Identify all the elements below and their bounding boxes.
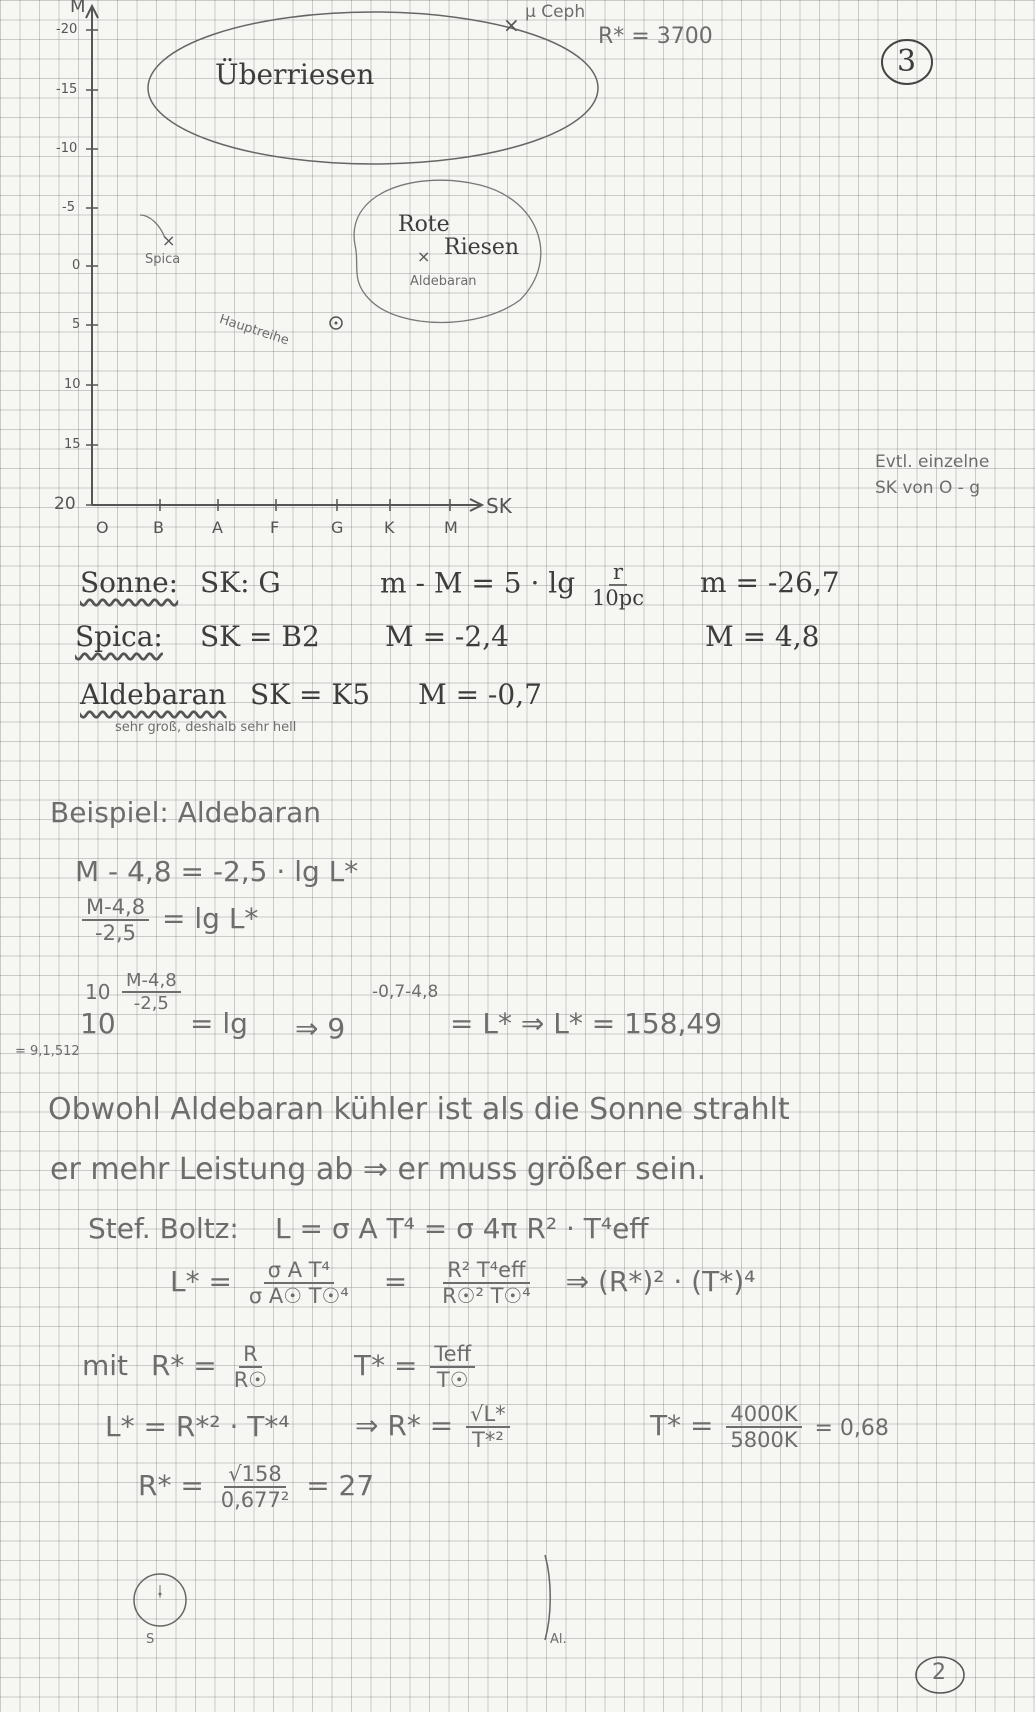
- stefan-label: Stef. Boltz:: [88, 1212, 239, 1245]
- eq3-result: = L* ⇒ L* = 158,49: [450, 1007, 723, 1040]
- tstar-def-frac: [430, 1342, 475, 1392]
- eq3-exp2: -0,7-4,8: [372, 982, 439, 1002]
- lstar-frac2-den: R☉² T☉⁴: [442, 1284, 531, 1308]
- sonne-sk: SK: G: [200, 566, 281, 599]
- rstar-val-res: = 27: [306, 1469, 375, 1502]
- spica-sk: SK = B2: [200, 620, 320, 653]
- distance-frac-den: 10pc: [592, 586, 644, 610]
- distance-fraction: [588, 560, 648, 610]
- page-number-bottom: 2: [932, 1660, 946, 1685]
- label-spica-star: Spica: [145, 252, 181, 267]
- lstar-eq: =: [383, 1265, 408, 1298]
- label-ueberriesen: Überriesen: [215, 58, 375, 91]
- example-eq2: [78, 895, 258, 945]
- lstar-frac2-num: R² T⁴eff: [443, 1258, 529, 1284]
- aldebaran-sk: SK = K5: [250, 678, 371, 711]
- example-eq1: M - 4,8 = -2,5 · lg L*: [75, 855, 359, 888]
- tstar-val-num: 4000K: [726, 1402, 801, 1428]
- label-mu-ceph: µ Ceph: [525, 2, 586, 22]
- aldebaran-M: M = -0,7: [418, 678, 542, 711]
- rstar-solve-frac: [466, 1402, 510, 1452]
- tstar-val-frac: [726, 1402, 801, 1452]
- mu-ceph-marker: ×: [503, 13, 520, 37]
- rstar-val-den: 0,677²: [220, 1488, 290, 1512]
- y-tick-label: -10: [56, 141, 78, 156]
- rstar-solve: [355, 1402, 514, 1452]
- x-tick-label: M: [444, 518, 458, 537]
- tstar-val-lhs: T* =: [650, 1409, 714, 1442]
- x-tick-label: B: [153, 518, 164, 537]
- label-rote: Rote: [398, 212, 450, 237]
- sonne-label: Sonne:: [80, 566, 179, 599]
- aldebaran-label: Aldebaran: [80, 678, 227, 711]
- y-tick-label: 10: [64, 377, 81, 392]
- distance-formula-text: m - M = 5 · lg: [380, 566, 576, 600]
- rstar-solve-lhs: ⇒ R* =: [355, 1409, 454, 1442]
- lstar-frac2: [438, 1258, 535, 1308]
- tstar-val: [650, 1402, 889, 1452]
- distance-formula: [380, 560, 652, 610]
- y-tick-label: -5: [62, 200, 75, 215]
- sonne-m: m = -26,7: [700, 566, 840, 599]
- tstar-def-den: T☉: [436, 1368, 469, 1392]
- lstar-result: ⇒ (R*)² · (T*)⁴: [565, 1265, 756, 1298]
- conclusion-line1: Obwohl Aldebaran kühler ist als die Sonne strahlt: [48, 1092, 790, 1127]
- rstar-def-lhs: R* =: [150, 1349, 217, 1382]
- tstar-val-res: = 0,68: [814, 1416, 889, 1441]
- sun-sketch: [134, 1574, 186, 1626]
- tstar-def-num: Teff: [430, 1342, 475, 1368]
- example-heading: Beispiel: Aldebaran: [50, 796, 321, 829]
- y-axis-label: M: [70, 0, 86, 17]
- lstar-lhs: L* =: [170, 1265, 232, 1298]
- conclusion-line2: er mehr Leistung ab ⇒ er muss größer sein.: [50, 1152, 707, 1187]
- tstar-val-den: 5800K: [730, 1428, 798, 1452]
- eq3-margin: = 9,1,512: [15, 1044, 80, 1059]
- tstar-def-lhs: T* =: [354, 1349, 418, 1382]
- spica-label: Spica:: [75, 620, 163, 653]
- y-tick-label: 15: [64, 437, 81, 452]
- y-tick-label: 0: [72, 258, 81, 273]
- sketch-label-al: Al.: [550, 1632, 567, 1647]
- eq2-fraction: [82, 895, 149, 945]
- x-tick-label: K: [384, 518, 395, 537]
- eq3-exp-fraction: [122, 970, 181, 1014]
- lstar-frac1-num: σ A T⁴: [264, 1258, 334, 1284]
- y-tick-label: -20: [56, 22, 78, 37]
- eq3-mid: = lg: [190, 1007, 248, 1040]
- rstar-def-den: R☉: [233, 1368, 268, 1392]
- x-tick-label: O: [96, 518, 109, 537]
- rstar-val-num: √158: [224, 1462, 285, 1488]
- eq3-base: 10: [80, 1007, 116, 1040]
- sonne-M: M = 4,8: [705, 620, 820, 653]
- rstar-def-frac: [230, 1342, 271, 1392]
- eq3-arrow: ⇒ 9: [295, 1012, 346, 1045]
- rstar-solve-num: √L*: [466, 1402, 510, 1428]
- spica-M: M = -2,4: [385, 620, 509, 653]
- lstar-row: [170, 1258, 755, 1308]
- lstar2: L* = R*² · T*⁴: [105, 1410, 290, 1443]
- eq2-den: -2,5: [95, 921, 137, 945]
- mit-word: mit: [82, 1349, 129, 1382]
- eq3-exp-den: -2,5: [133, 993, 169, 1014]
- side-note-line1: Evtl. einzelne: [875, 452, 990, 472]
- label-riesen: Riesen: [444, 235, 520, 260]
- eq3-exp: [118, 970, 185, 1014]
- rstar-val-frac: [217, 1462, 294, 1512]
- x-tick-label: F: [270, 518, 280, 537]
- y-tick-label: 5: [72, 317, 81, 332]
- label-aldebaran-star: Aldebaran: [410, 274, 477, 289]
- distance-frac-num: r: [609, 560, 627, 586]
- spica-marker: ×: [162, 231, 176, 250]
- rstar-val-lhs: R* =: [138, 1469, 204, 1502]
- rstar-solve-den: T*²: [472, 1428, 504, 1452]
- y-tick-label: -15: [56, 82, 78, 97]
- label-r-star-top: R* = 3700: [598, 24, 713, 49]
- eq2-rhs: = lg L*: [162, 902, 259, 935]
- x-tick-label: G: [331, 518, 344, 537]
- lstar-frac1-den: σ A☉ T☉⁴: [248, 1284, 349, 1308]
- stefan-eq: L = σ A T⁴ = σ 4π R² · T⁴eff: [275, 1212, 649, 1245]
- sketch-label-s: S: [146, 1632, 155, 1647]
- aldebaran-marker: ×: [417, 247, 431, 266]
- eq3-exp-num: M-4,8: [122, 970, 181, 993]
- aldebaran-sketch-arc: [545, 1555, 550, 1640]
- y-tick-label: 20: [54, 494, 76, 514]
- eq2-num: M-4,8: [82, 895, 149, 921]
- x-tick-label: A: [212, 518, 223, 537]
- eq3-base-small: 10: [85, 980, 111, 1004]
- label-hauptreihe: Hauptreihe: [217, 312, 291, 349]
- mit-row: [82, 1342, 479, 1392]
- side-note-line2: SK von O - g: [875, 478, 981, 498]
- aldebaran-note: sehr groß, deshalb sehr hell: [115, 720, 297, 735]
- x-axis-label: SK: [486, 494, 512, 518]
- lstar-frac1: [245, 1258, 353, 1308]
- rstar-def-num: R: [239, 1342, 262, 1368]
- page-number-top: 3: [897, 44, 917, 79]
- rstar-val: [138, 1462, 374, 1512]
